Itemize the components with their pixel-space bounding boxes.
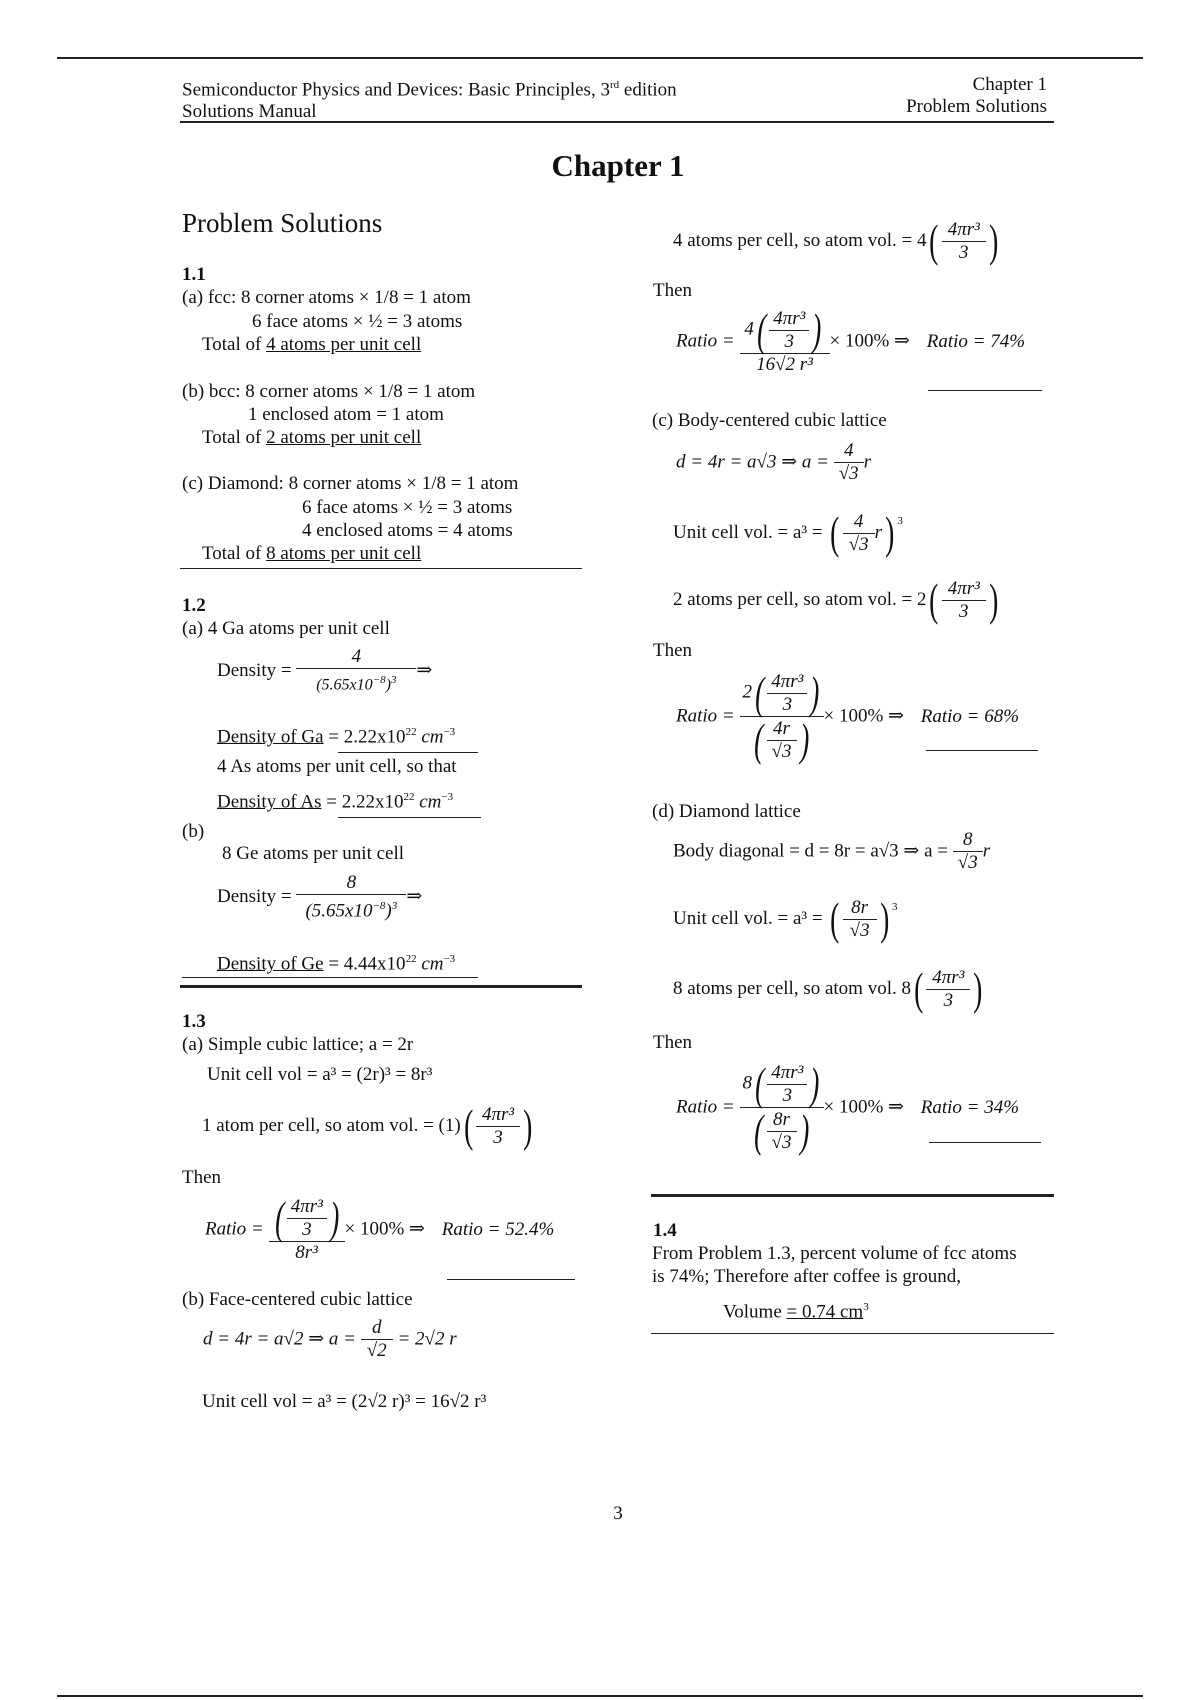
p14-volume: Volume = 0.74 $cm^3$	[723, 1301, 869, 1323]
p11-a-line2: 6 face atoms × ½ = 3 atoms	[252, 311, 463, 332]
p13-c-line2: d = 4r = a√3 ⇒ a = $\frac{4}{√3}$ r	[676, 440, 872, 484]
p11-c-line2: 6 face atoms × ½ = 3 atoms	[302, 497, 513, 518]
p13-ratio-d: Ratio = 8( $\frac{\text{4πr³}}{3}$ ) ( $\frac{8r}{√3}$ ) × 100% ⇒ Ratio = 34%	[676, 1058, 1020, 1156]
p13-ratio-a-underline	[447, 1279, 575, 1280]
p13-a-atomvol: 1 atom per cell, so atom vol. = (1)( $\frac{\text{4πr³}}{3}$ )	[202, 1100, 533, 1151]
header-section: Problem Solutions	[906, 96, 1047, 117]
p13-c-unitvol: Unit cell vol. = a³ = ( $\frac{4}{√3}$ r) $^3$	[673, 507, 903, 558]
p11-b-line1: (b) bcc: 8 corner atoms × 1/8 = 1 atom	[182, 381, 476, 402]
p12-end-rule	[180, 985, 582, 988]
p12-b-line1: 8 Ge atoms per unit cell	[222, 843, 405, 864]
p13-b-atomvol: 4 atoms per cell, so atom vol. = 4( $\frac{\text{4πr³}}{3}$ )	[673, 215, 999, 266]
p14-line1: From Problem 1.3, percent volume of fcc atoms	[652, 1243, 1017, 1264]
p12-density-eq-a: Density = $\frac{4}{(5.65x10^{-8})^3}$ ⇒	[217, 646, 432, 696]
p11-b-total: Total of 2 atoms per unit cell	[202, 427, 422, 448]
p13-ratio-c: Ratio = 2( $\frac{\text{4πr³}}{3}$ ) ( $\frac{4r}{√3}$ ) × 100% ⇒ Ratio = 68%	[676, 667, 1020, 765]
problem-1-3-number: 1.3	[182, 1011, 206, 1032]
p13-then-2: Then	[653, 280, 693, 301]
problem-1-1-number: 1.1	[182, 264, 206, 285]
section-title: Problem Solutions	[182, 208, 383, 238]
p11-end-rule	[180, 568, 582, 569]
manual-subtitle: Solutions Manual	[182, 101, 317, 123]
header-chapter: Chapter 1	[972, 74, 1047, 95]
p12-as-underline	[338, 817, 481, 818]
p14-line2: is 74%; Therefore after coffee is ground,	[652, 1266, 961, 1287]
p14-end-rule	[651, 1333, 1054, 1334]
p13-b-line2: d = 4r = a√2 ⇒ a = $\frac{d}{√2}$ = 2√2 r	[203, 1317, 457, 1361]
bottom-rule	[57, 1695, 1143, 1697]
header-rule	[180, 121, 1054, 123]
page-number: 3	[613, 1503, 623, 1524]
p12-ge-underline	[182, 977, 478, 978]
p11-c-line3: 4 enclosed atoms = 4 atoms	[302, 520, 513, 541]
p13-d-atomvol: 8 atoms per cell, so atom vol. 8( $\frac{\text{4πr³}}{3}$ )	[673, 963, 983, 1014]
problem-1-2-number: 1.2	[182, 595, 206, 616]
p11-a-line1: (a) fcc: 8 corner atoms × 1/8 = 1 atom	[182, 287, 471, 308]
p12-density-eq-b: Density = $\frac{8}{(5.65x10^{-8})^3}$ ⇒	[217, 872, 423, 922]
p13-c-line1: (c) Body-centered cubic lattice	[652, 410, 887, 431]
p12-a-line1: (a) 4 Ga atoms per unit cell	[182, 618, 390, 639]
p13-ratio-c-underline	[926, 750, 1038, 751]
p13-b-line3: Unit cell vol = a³ = (2√2 r)³ = 16√2 r³	[202, 1391, 487, 1412]
p13-a-line2: Unit cell vol = a³ = (2r)³ = 8r³	[207, 1064, 433, 1085]
p13-ratio-a: Ratio = ( $\frac{\text{4πr³}}{3}$ ) 8r³ × 100% ⇒ Ratio = 52.4%	[205, 1192, 555, 1263]
p11-c-line1: (c) Diamond: 8 corner atoms × 1/8 = 1 atom	[182, 473, 519, 494]
p13-ratio-b: Ratio = 4( $\frac{\text{4πr³}}{3}$ ) 16√2 r³ × 100% ⇒ Ratio = 74%	[676, 304, 1026, 375]
p13-ratio-b-underline	[928, 390, 1042, 391]
running-header-left	[182, 74, 677, 123]
p11-c-total: Total of 8 atoms per unit cell	[202, 543, 422, 564]
chapter-title: Chapter 1	[551, 148, 685, 183]
p13-ratio-d-underline	[929, 1142, 1041, 1143]
top-rule	[57, 57, 1143, 59]
book-title: Semiconductor Physics and Devices: Basic Principles, 3rd edition	[182, 79, 677, 101]
p12-density-ga: Density of $Ga = 2.22x10^{22}$ $cm^{-3}$	[217, 726, 456, 748]
p13-d-unitvol: Unit cell vol. = a³ = ( $\frac{8r}{√3}$ ) $^3$	[673, 893, 898, 944]
p12-as-text: 4 As atoms per unit cell, so that	[217, 756, 457, 777]
p13-end-rule	[651, 1194, 1054, 1197]
p11-a-total: Total of 4 atoms per unit cell	[202, 334, 422, 355]
p13-then-3: Then	[653, 640, 693, 661]
p11-b-line2: 1 enclosed atom = 1 atom	[248, 404, 444, 425]
p13-b-line1: (b) Face-centered cubic lattice	[182, 1289, 413, 1310]
p12-b-label: (b)	[182, 821, 205, 842]
p13-c-atomvol: 2 atoms per cell, so atom vol. = 2( $\frac{\text{4πr³}}{3}$ )	[673, 574, 999, 625]
p13-a-line1: (a) Simple cubic lattice; a = 2r	[182, 1034, 414, 1055]
p13-d-line1: (d) Diamond lattice	[652, 801, 801, 822]
p12-density-ge: Density of $Ge = 4.44x10^{22}$ $cm^{-3}$	[217, 953, 456, 975]
p13-then-4: Then	[653, 1032, 693, 1053]
p13-then-1: Then	[182, 1167, 222, 1188]
problem-1-4-number: 1.4	[653, 1220, 677, 1241]
p12-density-as: Density of $As = 2.22x10^{22}$ $cm^{-3}$	[217, 791, 454, 813]
p12-ga-underline	[338, 752, 478, 753]
running-header-right	[906, 74, 1047, 118]
p13-d-line2: Body diagonal = d = 8r = a√3 ⇒ a = $\frac{8}{√3}$ r	[673, 829, 991, 873]
